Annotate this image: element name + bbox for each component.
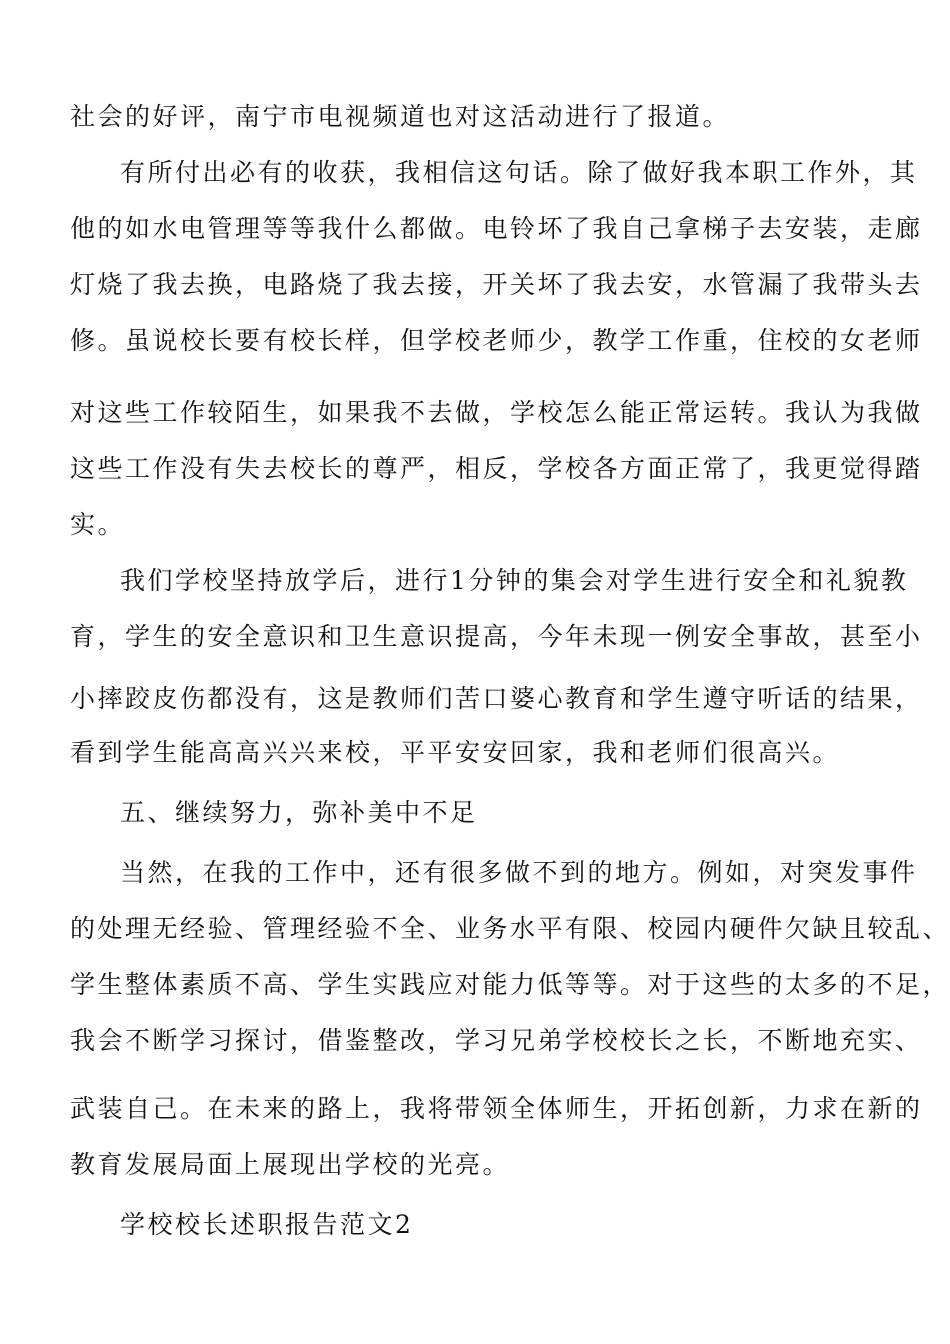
- text-line: 武装自己。在未来的路上，我将带领全体师生，开拓创新，力求在新的: [70, 1094, 923, 1123]
- text-line: 教育发展局面上展现出学校的光亮。: [70, 1150, 511, 1179]
- text-line: 这些工作没有失去校长的尊严，相反，学校各方面正常了，我更觉得踏: [70, 454, 923, 483]
- text-line: 的处理无经验、管理经验不全、业务水平有限、校园内硬件欠缺且较乱、: [70, 914, 950, 943]
- text-line: 社会的好评，南宁市电视频道也对这活动进行了报道。: [70, 102, 731, 131]
- text-line: 我会不断学习探讨，借鉴整改，学习兄弟学校校长之长，不断地充实、: [70, 1026, 923, 1055]
- text-line: 灯烧了我去换，电路烧了我去接，开关坏了我去安，水管漏了我带头去: [70, 270, 923, 299]
- text-line: 对这些工作较陌生，如果我不去做，学校怎么能正常运转。我认为我做: [70, 398, 923, 427]
- text-line: 小摔跤皮伤都没有，这是教师们苦口婆心教育和学生遵守听话的结果，: [70, 684, 923, 713]
- text-line: 育，学生的安全意识和卫生意识提高，今年未现一例安全事故，甚至小: [70, 622, 923, 651]
- paragraph-first-line: 有所付出必有的收获，我相信这句话。除了做好我本职工作外，其: [120, 158, 918, 187]
- section-heading: 五、继续努力，弥补美中不足: [120, 798, 478, 827]
- paragraph-first-line: 当然，在我的工作中，还有很多做不到的地方。例如，对突发事件: [120, 858, 918, 887]
- text-line: 学生整体素质不高、学生实践应对能力低等等。对于这些的太多的不足，: [70, 970, 950, 999]
- document-title-next: 学校校长述职报告范文2: [120, 1210, 414, 1239]
- text-line: 修。虽说校长要有校长样，但学校老师少，教学工作重，住校的女老师: [70, 326, 923, 355]
- text-line: 他的如水电管理等等我什么都做。电铃坏了我自己拿梯子去安装，走廊: [70, 214, 923, 243]
- text-line: 看到学生能高高兴兴来校，平平安安回家，我和老师们很高兴。: [70, 738, 841, 767]
- paragraph-first-line: 我们学校坚持放学后，进行1分钟的集会对学生进行安全和礼貌教: [120, 566, 909, 595]
- text-line: 实。: [70, 510, 126, 539]
